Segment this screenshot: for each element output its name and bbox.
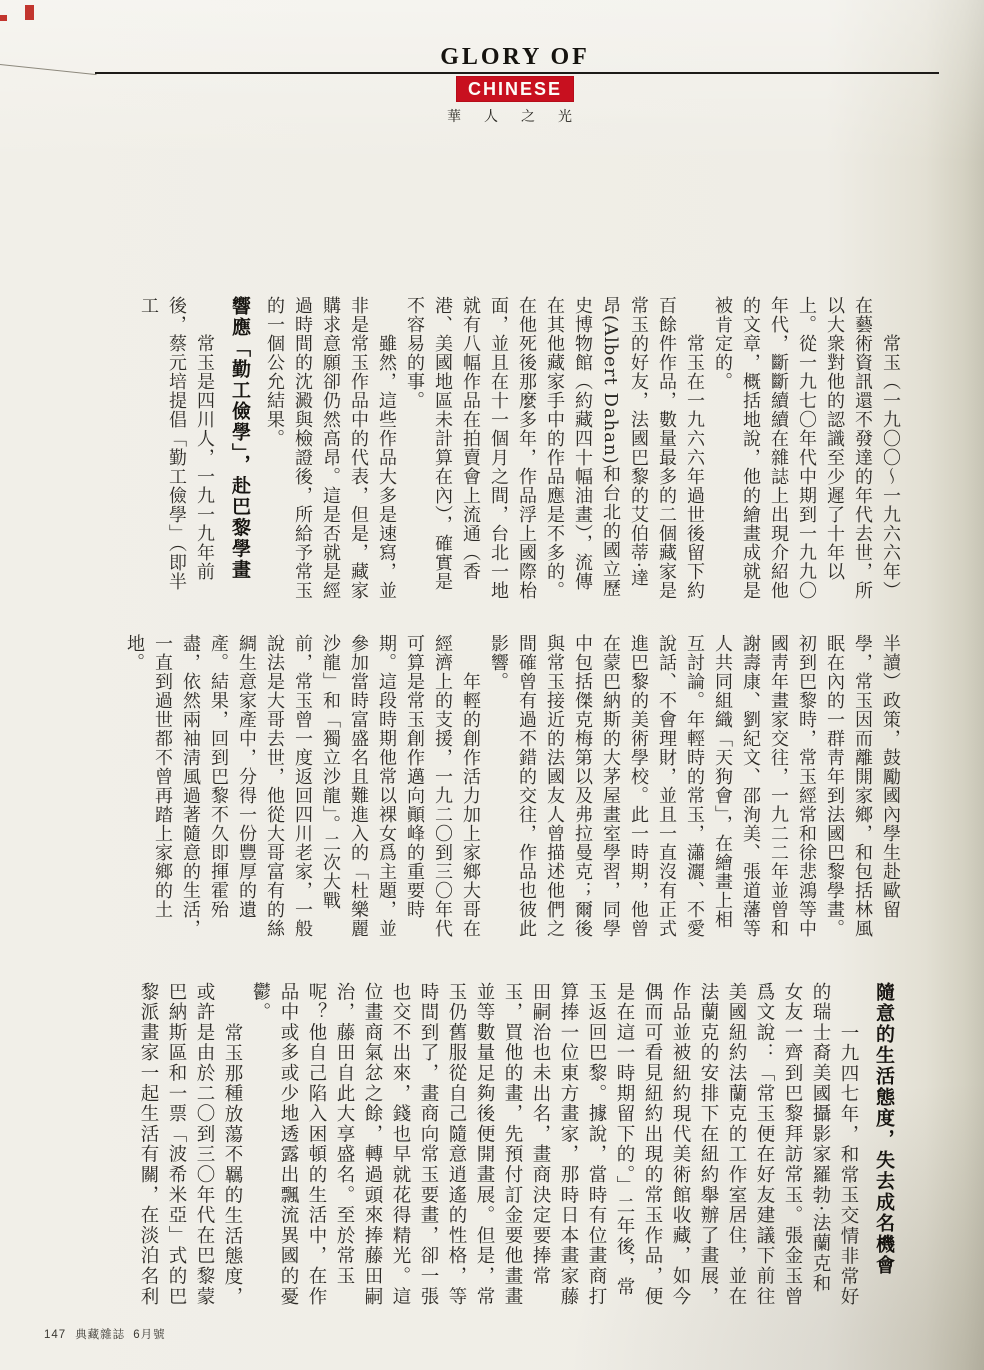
section-heading-lifestyle: 隨意的生活態度，失去成名機會: [873, 982, 894, 1276]
scan-artifact-line: [0, 64, 97, 75]
header-chinese-label: CHINESE: [467, 78, 562, 99]
article-band-bottom: [130, 982, 904, 1308]
article-band-top: [130, 296, 904, 602]
paragraph-intro: 常玉（一九〇〇～一九六六年）在藝術資訊還不發達的年代去世，所以大衆對他的認識至少遲了十年以上。從一九七〇年代中期到一九九〇年代，斷斷續續在雜誌上出現介紹他的文章，概括地說，他的繪畫成就是被肯定的。: [712, 296, 901, 600]
paragraph-collections: 常玉在一九六六年過世後留下約百餘件作品，數量最多的二個藏家是常玉的好友，法國巴黎的艾伯蒂·達昂(Albert Dahan)和台北的國立歷史博物館（約藏四十幅油畫），流傳在其他藏家手中的作品應是不多的。在他死後那麼多年，作品浮上國際枱面，並且在十一個月之間，台北一地就有八幅作品在拍賣會上流通（香港、美國地區未計算在內），確實是不容易的事。: [404, 296, 705, 600]
page-number: 147: [44, 1329, 67, 1341]
magazine-title: 典藏雜誌: [75, 1329, 126, 1341]
paragraph-sichuan-start: 常玉是四川人，一九一九年前後，蔡元培提倡「勤工儉學」（即半工: [138, 296, 215, 591]
section-heading-work-study: 響應「勤工儉學」，赴巴黎學畫: [229, 296, 250, 581]
print-crop-mark: [25, 5, 34, 20]
header-subtitle: 華人之光: [447, 109, 595, 125]
header-rule: [95, 72, 939, 74]
paragraph-peak-years: 年輕的創作活力加上家鄉大哥在經濟上的支援，一九二〇到三〇年代可算是常玉創作邁向顚峰的重要時期。這段時期他常以裸女爲主題，並參加當時富盛名且難進入的「杜樂麗沙龍」和「獨立沙龍」。二次大戰前，常玉曾一度返回四川老家，一般說法是大哥去世，他從大哥富有的絲綢生意家產中，分得一份豐厚的遺產。結果，回到巴黎不久即揮霍殆盡，依然兩袖淸風過著隨意的生活，一直到過世都不曾再踏上家鄉的土地。: [124, 634, 481, 938]
paragraph-sichuan-continued: 半讀）政策，鼓勵國內學生赴歐留學，常玉因而離開家鄉，和包括林風眠在內的一群靑年到法國巴黎學畫。初到巴黎時，常玉經常和徐悲鴻等中國靑年畫家交往，一九二二年並曾和謝壽康、劉紀文、邵洵美、張道藩等人共同組織「天狗會」，在繪畫上相互討論。年輕時的常玉，瀟灑、不愛說話、不會理財，並且一直沒有正式進巴黎的美術學校。此一時期，他曾在蒙巴納斯的大茅屋畫室學習，同學中包括傑克梅第以及弗拉曼克；爾後與常玉接近的法國友人曾描述他們之間確曾有過不錯的交往，作品也彼此影響。: [488, 634, 901, 938]
header-glory-of-text: GLORY OF: [440, 44, 590, 70]
page-footer: [44, 1326, 166, 1342]
paragraph-bohemian: 常玉那種放蕩不羈的生活態度，或許是由於二〇到三〇年代在巴黎蒙巴納斯區和一票「波希米亞」式的巴黎派畫家一起生活有關，在淡泊名利: [138, 982, 243, 1308]
article-band-middle: [124, 634, 904, 940]
header-chinese-red-box: [456, 76, 574, 102]
print-crop-mark: [0, 15, 7, 21]
paragraph-new-york: 一九四七年，和常玉交情非常好的瑞士裔美國攝影家羅勃·法蘭克和女友一齊到巴黎拜訪常玉。張金玉曾爲文說：「常玉便在好友建議下前往美國紐約法蘭克的工作室居住，並在法蘭克的安排下在紐約舉辦了畫展，作品並被紐約現代美術館收藏，如今偶而可看見紐約出現的常玉作品，便是在這一時期留下的。」二年後，常玉返回巴黎。據說，當時有位畫商打算捧一位東方畫家，那時日本畫家藤田嗣治也未出名，畫商決定要捧常玉，買他的畫，先預付訂金要他畫畫並等數量足夠後便開畫展。但是，常玉仍舊服從自己隨意逍遙的性格，等時間到了，畫商向常玉要畫，卻一張也交不出來，錢也早就花得精光。這位畫商氣忿之餘，轉過頭來捧藤田嗣治，藤田自此大享盛名。至於常玉呢？他自己陷入困頓的生活中，在作品中或多或少地透露出飄流異國的憂鬱。: [250, 982, 859, 1308]
paragraph-market: 雖然，這些作品大多是速寫，並非是常玉作品中的代表，但是，藏家購求意願卻仍然高昂。這是否就是經過時間的沈澱與檢證後，所給予常玉的一個公允結果。: [264, 296, 397, 600]
issue-label: 6月號: [133, 1329, 166, 1341]
